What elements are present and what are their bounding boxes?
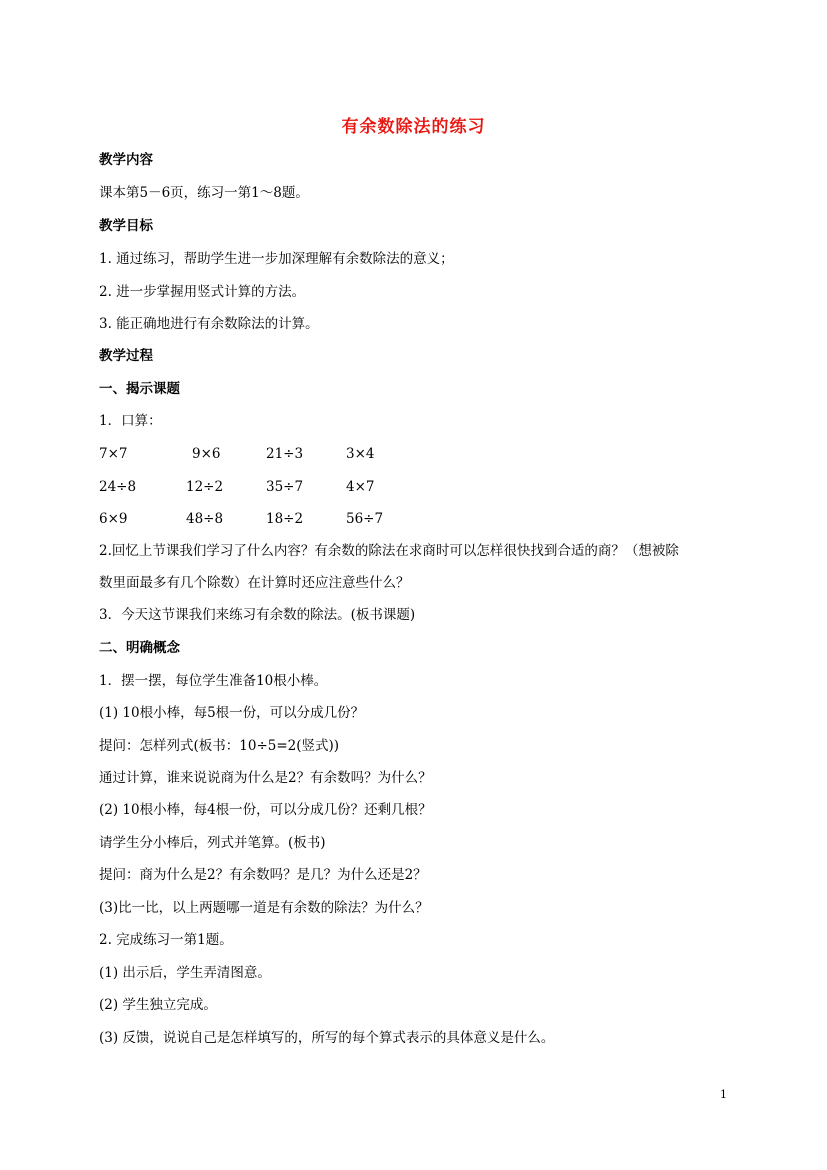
- oral-item: 6×9: [99, 511, 128, 527]
- heading-goals: 教学目标: [99, 218, 153, 234]
- oral-item: 24÷8: [99, 479, 137, 495]
- section-heading: 二、明确概念: [99, 640, 180, 656]
- paragraph: (1) 10根小棒，每5根一份，可以分成几份？: [99, 705, 365, 721]
- page-number: 1: [720, 1088, 727, 1101]
- paragraph: 通过计算，谁来说说商为什么是2？有余数吗？为什么？: [99, 770, 432, 786]
- heading-content: 教学内容: [99, 152, 153, 168]
- paragraph: 提问：怎样列式(板书：10÷5=2(竖式)): [99, 738, 340, 754]
- oral-item: 9×6: [192, 446, 221, 462]
- paragraph: 提问：商为什么是2？有余数吗？是几？为什么还是2？: [99, 867, 427, 883]
- oral-item: 48÷8: [186, 511, 224, 527]
- paragraph: 3. 能正确地进行有余数除法的计算。: [99, 316, 319, 332]
- paragraph: (1) 出示后，学生弄清图意。: [99, 965, 271, 981]
- paragraph: 2. 完成练习一第1题。: [99, 932, 233, 948]
- paragraph: (3) 反馈，说说自己是怎样填写的，所写的每个算式表示的具体意义是什么。: [99, 1030, 555, 1046]
- paragraph: 2. 进一步掌握用竖式计算的方法。: [99, 284, 306, 300]
- paragraph: 数里面最多有几个除数）在计算时还应注意些什么？: [99, 575, 410, 591]
- paragraph: 1. 通过练习，帮助学生进一步加深理解有余数除法的意义；: [99, 251, 454, 267]
- oral-item: 35÷7: [266, 479, 304, 495]
- paragraph: 请学生分小棒后，列式并笔算。(板书): [99, 835, 326, 851]
- oral-item: 7×7: [99, 446, 128, 462]
- paragraph: (2) 学生独立完成。: [99, 997, 217, 1013]
- paragraph: 2.回忆上节课我们学习了什么内容？有余数的除法在求商时可以怎样很快找到合适的商？（想被除: [99, 543, 679, 559]
- oral-item: 12÷2: [186, 479, 224, 495]
- paragraph: 课本第5－6页，练习一第1～8题。: [99, 185, 309, 201]
- oral-item: 56÷7: [346, 511, 384, 527]
- oral-item: 3×4: [346, 446, 375, 462]
- paragraph: 3．今天这节课我们来练习有余数的除法。(板书课题): [99, 607, 416, 623]
- oral-item: 18÷2: [266, 511, 304, 527]
- paragraph: 1．摆一摆，每位学生准备10根小棒。: [99, 673, 328, 689]
- oral-item: 21÷3: [266, 446, 304, 462]
- oral-item: 4×7: [346, 479, 375, 495]
- paragraph: (3)比一比，以上两题哪一道是有余数的除法？为什么？: [99, 900, 429, 916]
- document-title: 有余数除法的练习: [341, 117, 486, 137]
- heading-process: 教学过程: [99, 348, 153, 364]
- paragraph: (2) 10根小棒，每4根一份，可以分成几份？还剩几根？: [99, 802, 432, 818]
- section-heading: 一、揭示课题: [99, 381, 180, 397]
- paragraph: 1．口算：: [99, 413, 162, 429]
